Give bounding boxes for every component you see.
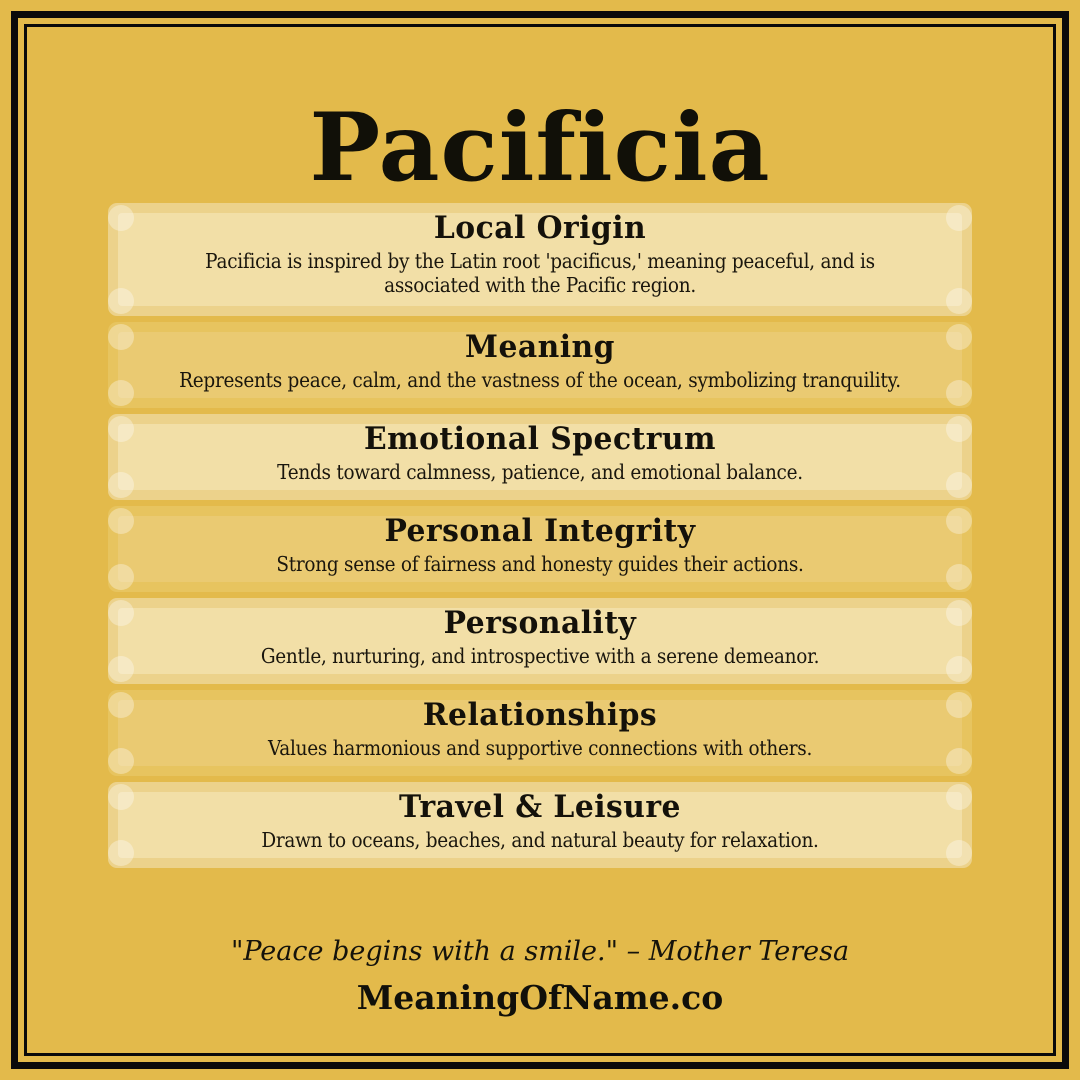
card-content (108, 414, 972, 484)
section-body: Values harmonious and supportive connections with others. (267, 735, 813, 760)
section-body: Tends toward calmness, patience, and emotional balance. (277, 459, 803, 484)
site-name: MeaningOfName.co (356, 978, 724, 1017)
page-title: Pacificia (309, 92, 771, 203)
card-content (108, 203, 972, 297)
section-title: Meaning (465, 329, 615, 365)
section-title: Personal Integrity (384, 513, 696, 549)
section-body: Represents peace, calm, and the vastness of the ocean, symbolizing tranquility. (179, 367, 901, 392)
section-body: Strong sense of fairness and honesty guides their actions. (276, 551, 804, 576)
card-content (108, 506, 972, 576)
section-card (108, 414, 972, 500)
section-body: Pacificia is inspired by the Latin root 'pacificus,' meaning peaceful, and is associated with the Pacific region. (205, 248, 875, 297)
section-card (108, 690, 972, 776)
section-body: Gentle, nurturing, and introspective with a serene demeanor. (260, 643, 820, 668)
section-body: Drawn to oceans, beaches, and natural beauty for relaxation. (261, 827, 819, 852)
card-content (108, 690, 972, 760)
sections-list (108, 203, 972, 868)
section-card (108, 782, 972, 868)
section-title: Travel & Leisure (399, 789, 681, 825)
section-card (108, 203, 972, 316)
card-content (108, 322, 972, 392)
section-title: Personality (443, 605, 637, 641)
section-title: Relationships (422, 697, 658, 733)
section-card (108, 322, 972, 408)
card-content (108, 782, 972, 852)
section-title: Local Origin (433, 210, 647, 246)
section-card (108, 598, 972, 684)
card-content (108, 598, 972, 668)
section-card (108, 506, 972, 592)
section-title: Emotional Spectrum (363, 421, 717, 457)
quote-text: "Peace begins with a smile." – Mother Teresa (230, 936, 850, 967)
